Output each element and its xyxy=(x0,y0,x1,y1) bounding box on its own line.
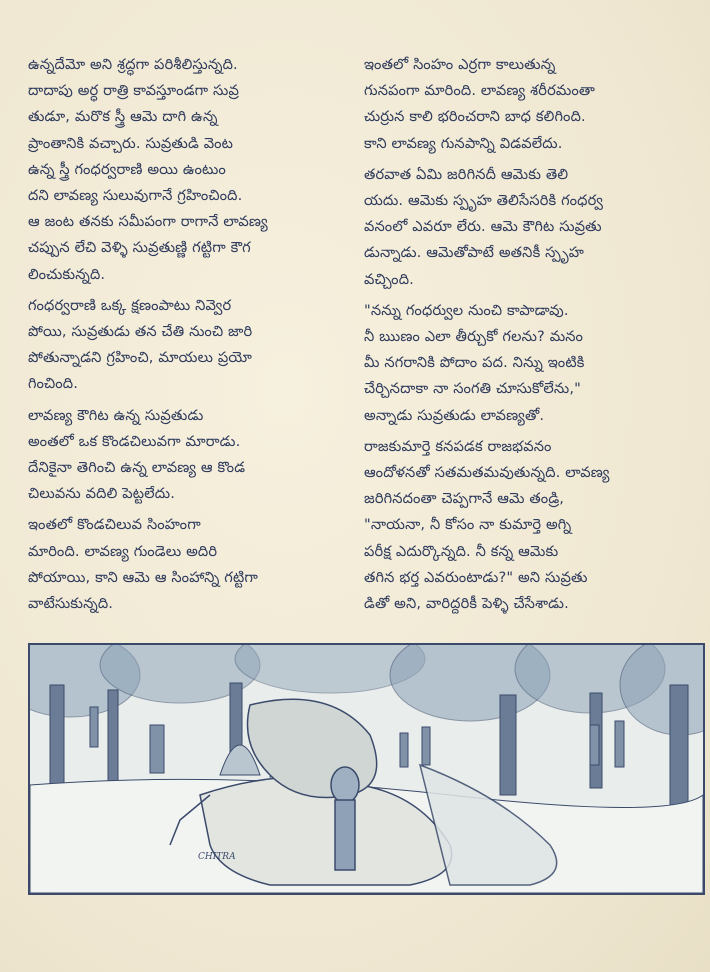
text-line: మీ నగరానికి పోదాం పద. నిన్ను ఇంటికి xyxy=(364,354,585,372)
paragraph-6 xyxy=(364,162,682,293)
text-line: అన్నాడు సువ్రతుడు లావణ్యతో. xyxy=(364,406,545,424)
paragraph-5 xyxy=(364,52,682,157)
text-line: చేర్చినదాకా నా సంగతి చూసుకోలేను," xyxy=(364,380,581,398)
text-line: ఉన్నదేమో అని శ్రద్ధగా పరిశీలిస్తున్నది. xyxy=(28,56,238,73)
text-line: చుర్రున కాలి భరించరాని బాధ కలిగింది. xyxy=(364,108,586,126)
text-line: నీ ఋణం ఎలా తీర్చుకో గలను? మనం xyxy=(364,328,584,346)
text-line: ఇంతలో సింహం ఎర్రగా కాలుతున్న xyxy=(364,56,556,73)
text-line: ఉన్న స్త్రీ గంధర్వరాణి అయి ఉంటుం xyxy=(28,160,226,178)
text-line: చిలువను వదిలి పెట్టలేదు. xyxy=(28,485,175,503)
paragraph-7 xyxy=(364,298,682,429)
text-line: పోయి, సువ్రతుడు తన చేతి నుంచి జారి xyxy=(28,323,253,341)
text-line: తరవాత ఏమి జరిగినదీ ఆమెకు తెలి xyxy=(364,165,569,183)
text-line: "నాయనా, నీ కోసం నా కుమార్తె అగ్ని xyxy=(364,516,572,534)
paragraph-8 xyxy=(364,434,682,617)
paragraph-2 xyxy=(28,293,346,398)
text-line: దని లావణ్య సులువుగానే గ్రహించింది. xyxy=(28,187,243,205)
text-line: గునపంగా మారింది. లావణ్య శరీరమంతా xyxy=(364,82,595,100)
paragraph-1 xyxy=(28,52,346,288)
paragraph-4 xyxy=(28,512,346,617)
text-line: ప్రాంతానికి వచ్చారు. సువ్రతుడి వెంట xyxy=(28,134,234,152)
text-line: అంతలో ఒక కొండచిలువగా మారాడు. xyxy=(28,432,241,450)
artist-signature: CHITRA xyxy=(198,852,236,862)
text-line: దేనికైనా తెగించి ఉన్న లావణ్య ఆ కొండ xyxy=(28,459,246,477)
text-line: ఇంతలో కొండచిలువ సింహంగా xyxy=(28,516,201,534)
text-line: "నన్ను గంధర్వుల నుంచి కాపాడావు. xyxy=(364,301,569,319)
text-line: రాజకుమార్తె కనపడక రాజభవనం xyxy=(364,437,552,455)
text-line: గంధర్వరాణి ఒక్క క్షణంపాటు నివ్వెర xyxy=(28,296,232,314)
text-line: యదు. ఆమెకు స్పృహ తెలిసేసరికి గంధర్వ xyxy=(364,192,604,210)
text-line: జరిగినదంతా చెప్పగానే ఆమె తండ్రి, xyxy=(364,490,565,508)
text-line: ఆ జంట తనకు సమీపంగా రాగానే లావణ్య xyxy=(28,213,268,231)
text-line: మారింది. లావణ్య గుండెలు అదిరి xyxy=(28,542,218,560)
text-line: పరీక్ష ఎదుర్కొన్నది. నీ కన్న ఆమెకు xyxy=(364,542,559,560)
text-line: లించుకున్నది. xyxy=(28,265,106,283)
story-illustration xyxy=(28,643,705,895)
paragraph-3 xyxy=(28,403,346,508)
text-line: తగిన భర్త ఎవరుంటాడు?" అని సువ్రతు xyxy=(364,568,588,586)
text-line: గించింది. xyxy=(28,375,79,393)
text-line: కాని లావణ్య గునపాన్ని విడవలేదు. xyxy=(364,134,563,152)
text-line: దాదాపు అర్ధ రాత్రి కావస్తూండగా సువ్ర xyxy=(28,82,240,100)
text-line: తుడూ, మరొక స్త్రీ ఆమె దాగి ఉన్న xyxy=(28,108,218,126)
right-text-column xyxy=(364,52,682,617)
text-line: వచ్చింది. xyxy=(364,270,414,288)
text-line: లావణ్య కౌగిట ఉన్న సువ్రతుడు xyxy=(28,406,204,424)
text-line: ఆందోళనతో సతమతమవుతున్నది. లావణ్య xyxy=(364,464,610,482)
text-line: పోతున్నాడని గ్రహించి, మాయలు ప్రయో xyxy=(28,349,253,367)
text-line: డున్నాడు. ఆమెతోపాటే అతనికీ స్పృహ xyxy=(364,244,584,262)
text-line: పోయాయి, కాని ఆమె ఆ సింహాన్ని గట్టిగా xyxy=(28,568,258,586)
left-text-column xyxy=(28,52,346,617)
text-line: వాటేసుకున్నది. xyxy=(28,595,114,613)
text-line: డితో అని, వారిద్దరికీ పెళ్ళి చేసేశాడు. xyxy=(364,595,569,613)
text-line: వనంలో ఎవరూ లేరు. ఆమె కౌగిట సువ్రతు xyxy=(364,218,602,236)
text-line: చప్పున లేచి వెళ్ళి సువ్రతుణ్ణి గట్టిగా కౌగ xyxy=(28,239,251,257)
